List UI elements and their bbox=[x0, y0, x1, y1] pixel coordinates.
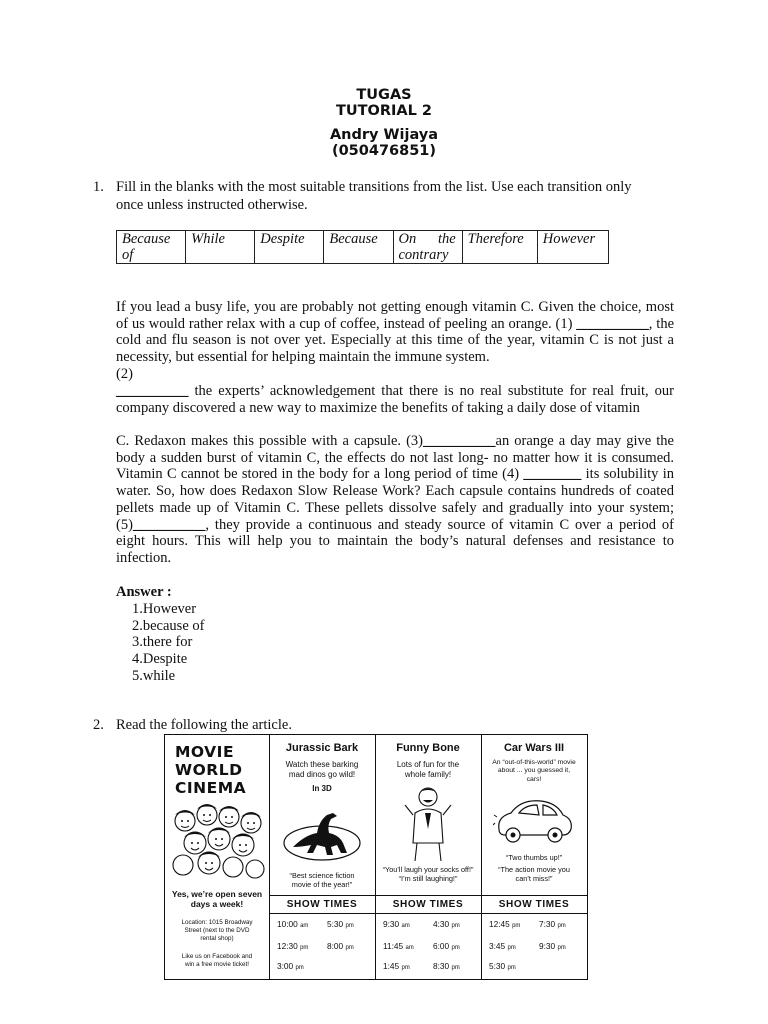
passage-text: an orange a day may give the body a sudden burst of vitamin C, the effects do not last long- no matter how it is consumed. Vitamin C cannot be stored in the body for a long period of time (4) bbox=[116, 433, 674, 483]
time-period: pm bbox=[451, 923, 460, 929]
tagline bbox=[167, 889, 267, 909]
transition-cell bbox=[462, 231, 537, 264]
transition-cell bbox=[537, 231, 608, 264]
time-value: 8:30 bbox=[433, 961, 450, 971]
description-line: mad dinos go wild! bbox=[288, 769, 356, 779]
doc-title: TUGAS bbox=[356, 87, 412, 103]
show-time bbox=[433, 941, 460, 951]
location-line: rental shop) bbox=[200, 934, 234, 942]
time-period: am bbox=[405, 945, 414, 951]
show-time bbox=[277, 961, 304, 971]
description-line: cars! bbox=[526, 775, 542, 783]
description-line: Watch these barking bbox=[285, 760, 359, 769]
show-time bbox=[277, 941, 308, 951]
location-line: Location: 1015 Broadway bbox=[181, 919, 253, 926]
show-times-label: SHOW TIMES bbox=[392, 899, 464, 910]
description-line: about ... you guessed it, bbox=[497, 767, 571, 775]
answer-item: 2.because of bbox=[132, 618, 205, 634]
transition-text: of bbox=[122, 247, 134, 263]
showtimes-funny-bone bbox=[375, 735, 481, 979]
time-period: am bbox=[401, 923, 410, 929]
answer-item: 5.while bbox=[132, 668, 176, 684]
time-period: am bbox=[300, 923, 309, 929]
facebook-line: Like us on Facebook and bbox=[181, 953, 253, 960]
review-line: movie of the year!” bbox=[291, 880, 353, 889]
transition-text: Because bbox=[329, 231, 378, 247]
time-value: 3:45 bbox=[489, 941, 506, 951]
question-1-instruction-line2: once unless instructed otherwise. bbox=[116, 197, 308, 213]
show-time bbox=[277, 919, 308, 929]
description-line: An “out-of-this-world” movie bbox=[492, 759, 576, 766]
question-2-instruction: Read the following the article. bbox=[116, 717, 292, 733]
review-line: “Two thumbs up!” bbox=[505, 853, 563, 862]
passage-paragraph-1 bbox=[116, 299, 674, 366]
description-line: whole family! bbox=[404, 769, 452, 779]
answer-item: 1.However bbox=[132, 601, 197, 617]
time-period: pm bbox=[451, 945, 460, 951]
transition-cell bbox=[393, 231, 462, 264]
time-value: 7:30 bbox=[539, 919, 556, 929]
time-period: pm bbox=[557, 945, 566, 951]
time-period: pm bbox=[345, 923, 354, 929]
location-text bbox=[167, 919, 267, 942]
show-time bbox=[383, 941, 414, 951]
time-period: pm bbox=[300, 945, 309, 951]
time-value: 4:30 bbox=[433, 919, 450, 929]
brand-line: WORLD bbox=[175, 761, 243, 779]
description-line: Lots of fun for the bbox=[396, 760, 460, 769]
show-time bbox=[539, 941, 566, 951]
show-time bbox=[383, 961, 410, 971]
time-value: 12:45 bbox=[489, 919, 510, 929]
time-value: 11:45 bbox=[383, 941, 404, 951]
showtimes-jurassic-bark bbox=[269, 735, 375, 979]
time-value: 5:30 bbox=[489, 961, 506, 971]
passage-number-2: (2) bbox=[116, 366, 133, 382]
time-value: 8:00 bbox=[327, 941, 344, 951]
transition-text: On the bbox=[398, 231, 456, 247]
review-line: “I’m still laughing!” bbox=[398, 874, 458, 883]
blank-2: __________ bbox=[116, 383, 189, 399]
review-line: can’t miss!” bbox=[515, 874, 553, 883]
show-times-label: SHOW TIMES bbox=[286, 899, 358, 910]
movie-format: In 3D bbox=[312, 784, 332, 793]
passage-text: C. Redaxon makes this possible with a capsule. (3) bbox=[116, 433, 424, 449]
answer-item: 3.there for bbox=[132, 634, 193, 650]
transition-text: Because bbox=[122, 231, 171, 247]
question-2-number: 2. bbox=[93, 717, 104, 733]
brand-line: MOVIE bbox=[175, 743, 235, 761]
passage-text: , they provide a continuous and steady source of vitamin C over a period of eight hours. This will help you to maintain the body’s natural defenses and resistance to infection. bbox=[116, 516, 674, 566]
passage-text: , the cold and flu season is not over yet. Especially at this time of the year, vitamin C is not just a necessity, but essential for helping maintain the immune system. bbox=[116, 315, 675, 366]
author-name: Andry Wijaya bbox=[329, 127, 439, 143]
review-line: “You’ll laugh your socks off!” bbox=[382, 865, 474, 874]
passage-text: If you lead a busy life, you are probably not getting enough vitamin C. Given the choice, most of us would rather relax with a cup of coffee, instead of peeling an orange. (1) bbox=[116, 299, 674, 332]
passage-text: its solubility in water. So, how does Redaxon Slow Release Work? Each capsule contains hundreds of coated pellets made up of Vitamin C. These pellets dissolve safely and gradually into your system; (5) bbox=[116, 466, 674, 533]
show-time bbox=[489, 919, 520, 929]
brand-line: CINEMA bbox=[175, 779, 247, 797]
time-value: 1:45 bbox=[383, 961, 400, 971]
blank-5: __________ bbox=[132, 516, 206, 533]
transition-text: While bbox=[191, 231, 225, 247]
time-period: pm bbox=[507, 965, 516, 971]
tagline-line: Yes, we’re open seven bbox=[171, 889, 263, 899]
question-1-number: 1. bbox=[93, 179, 104, 195]
transition-cell bbox=[186, 231, 255, 264]
time-period: pm bbox=[451, 965, 460, 971]
blank-3: __________ bbox=[423, 433, 496, 449]
movie-title: Funny Bone bbox=[396, 742, 460, 754]
time-value: 9:30 bbox=[383, 919, 400, 929]
time-value: 10:00 bbox=[277, 919, 298, 929]
passage-paragraph-3 bbox=[116, 433, 674, 567]
time-value: 9:30 bbox=[539, 941, 556, 951]
movie-poster bbox=[164, 734, 588, 980]
facebook-text bbox=[167, 953, 267, 969]
show-time bbox=[327, 919, 354, 929]
show-time bbox=[489, 941, 516, 951]
blank-4: ________ bbox=[523, 466, 582, 483]
show-times-label: SHOW TIMES bbox=[498, 899, 570, 910]
time-period: pm bbox=[295, 965, 304, 971]
student-id: (050476851) bbox=[331, 143, 437, 159]
facebook-line: win a free movie ticket! bbox=[184, 960, 250, 968]
crowd-illustration-icon bbox=[169, 799, 265, 887]
doc-subtitle: TUTORIAL 2 bbox=[335, 103, 433, 119]
transition-text: Therefore bbox=[467, 231, 524, 247]
time-value: 5:30 bbox=[327, 919, 344, 929]
time-value: 3:00 bbox=[277, 961, 294, 971]
blank-1: __________ bbox=[576, 315, 649, 332]
transition-cell bbox=[255, 231, 324, 264]
time-value: 12:30 bbox=[277, 941, 298, 951]
time-period: pm bbox=[345, 945, 354, 951]
transition-cell bbox=[117, 231, 186, 264]
show-time bbox=[539, 919, 566, 929]
transitions-row bbox=[117, 231, 609, 264]
transitions-table bbox=[116, 230, 609, 264]
time-period: pm bbox=[507, 945, 516, 951]
question-1-instruction-line1: Fill in the blanks with the most suitable transitions from the list. Use each transition only bbox=[116, 179, 632, 195]
location-line: Street (next to the DVD bbox=[184, 926, 250, 934]
movie-title: Car Wars III bbox=[503, 742, 565, 754]
passage-text: the experts’ acknowledgement that there is no real substitute for real fruit, our company discovered a new way to maximize the benefits of taking a daily dose of vitamin bbox=[116, 383, 674, 416]
tagline-line: days a week! bbox=[190, 899, 244, 909]
review-line: “Best science fiction bbox=[289, 871, 355, 880]
show-time bbox=[433, 961, 460, 971]
review-line: “The action movie you bbox=[498, 865, 570, 874]
answer-label: Answer : bbox=[116, 584, 172, 600]
showtimes-car-wars-iii bbox=[481, 735, 587, 979]
passage-paragraph-2 bbox=[116, 383, 674, 416]
show-time bbox=[433, 919, 460, 929]
transition-text: contrary bbox=[398, 247, 449, 263]
time-period: pm bbox=[512, 923, 521, 929]
transition-text: However bbox=[542, 231, 596, 247]
show-time bbox=[383, 919, 410, 929]
answer-item: 4.Despite bbox=[132, 651, 188, 667]
time-period: pm bbox=[557, 923, 566, 929]
movie-title: Jurassic Bark bbox=[285, 742, 359, 754]
transition-cell bbox=[324, 231, 393, 264]
time-value: 6:00 bbox=[433, 941, 450, 951]
poster-brand-column bbox=[165, 735, 270, 979]
time-period: pm bbox=[401, 965, 410, 971]
transition-text: Despite bbox=[260, 231, 305, 247]
show-time bbox=[489, 961, 516, 971]
show-time bbox=[327, 941, 354, 951]
